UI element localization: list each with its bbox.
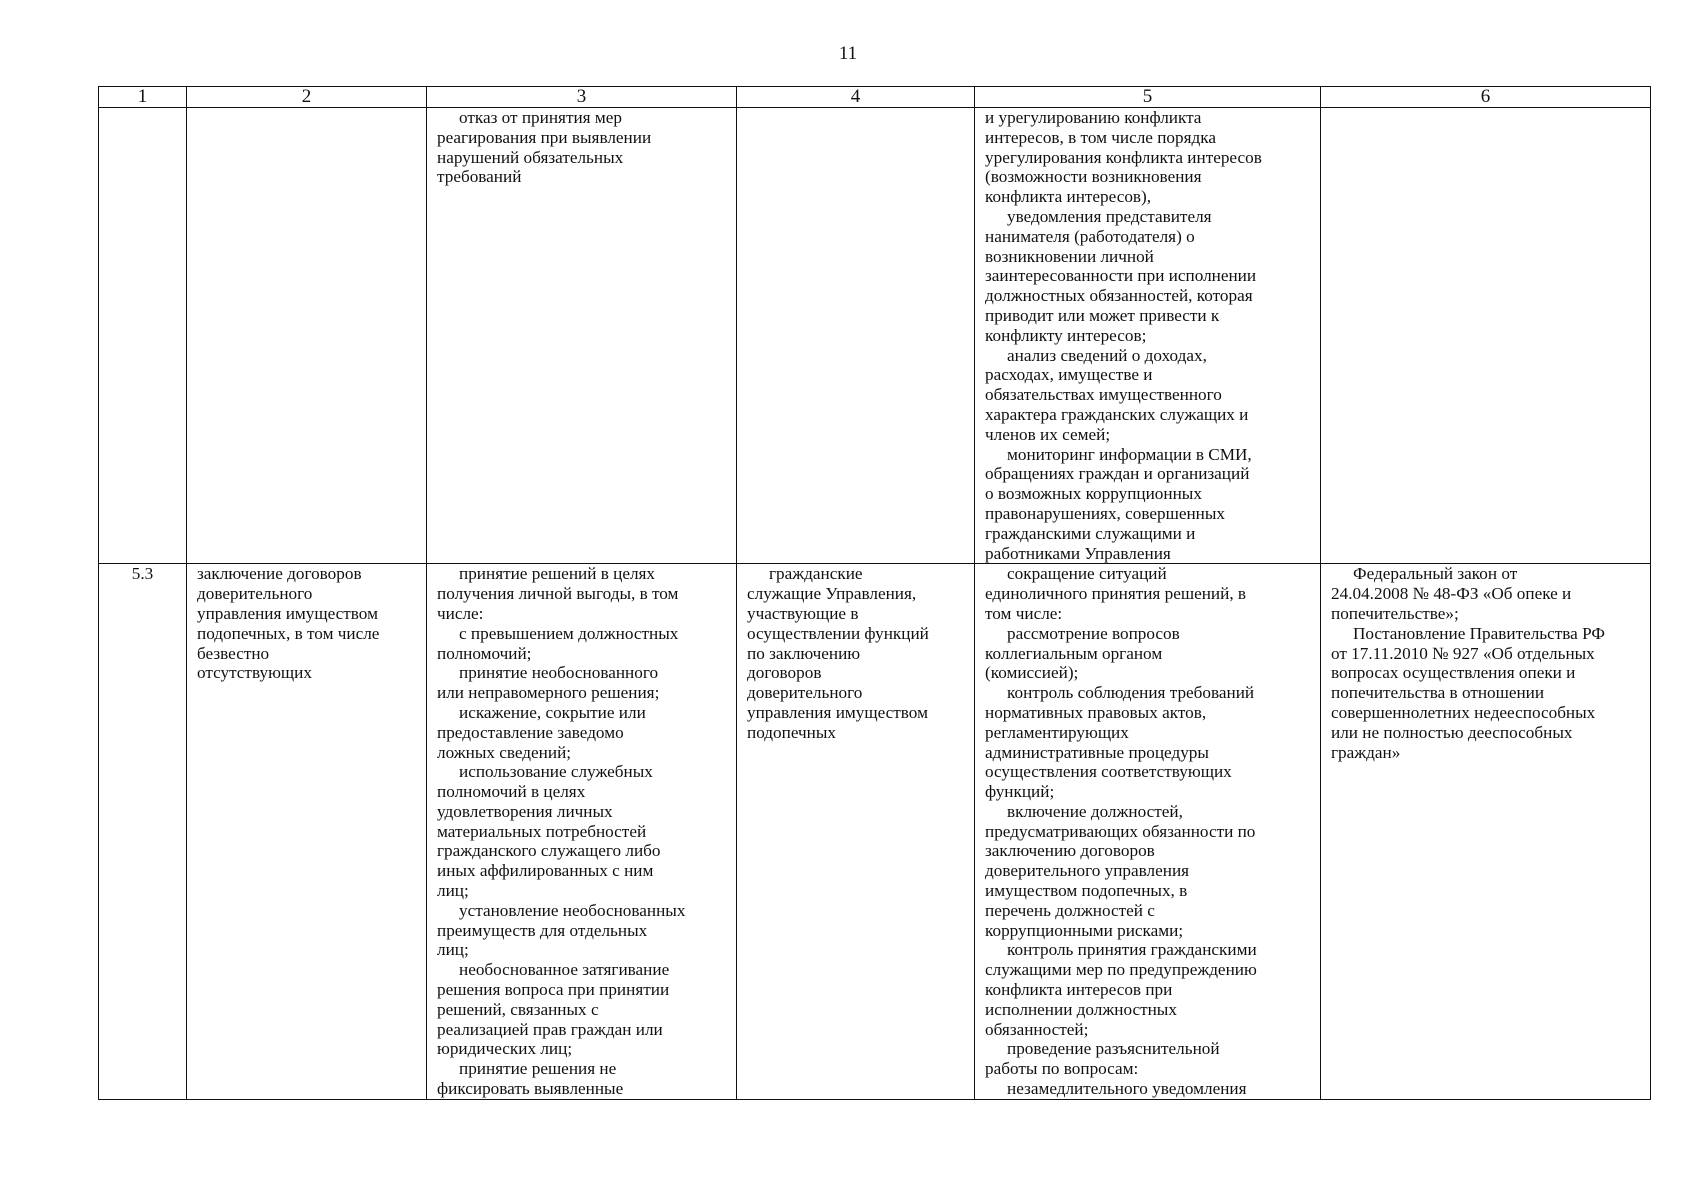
text-line: доверительного <box>197 584 313 604</box>
text-line: расходах, имуществе и <box>985 365 1153 385</box>
text-line: о возможных коррупционных <box>985 484 1202 504</box>
cell-positions <box>737 108 975 564</box>
text-line: вопросах осуществления опеки и <box>1331 663 1576 683</box>
text-line: реализацией прав граждан или <box>437 1019 663 1039</box>
text-line: Федеральный закон от <box>1353 564 1518 584</box>
table-row-continuation <box>99 108 1651 564</box>
text-line: характера гражданских служащих и <box>985 404 1249 424</box>
text-line: числе: <box>437 603 484 623</box>
text-line: (возможности возникновения <box>985 167 1202 187</box>
text-line: договоров <box>747 663 822 683</box>
text-line: по заключению <box>747 643 861 663</box>
cell-risks <box>427 108 737 564</box>
text-line: приводит или может привести к <box>985 305 1220 325</box>
text-line: заключение договоров <box>197 564 362 584</box>
text-line: необоснованное затягивание <box>459 960 670 980</box>
text-line: удовлетворения личных <box>437 801 613 821</box>
column-header-6: 6 <box>1321 87 1651 108</box>
document-table <box>98 86 1651 1100</box>
text-line: проведение разъяснительной <box>1007 1039 1220 1059</box>
text-line: лиц; <box>437 940 469 960</box>
text-line: имуществом подопечных, в <box>985 881 1188 901</box>
text-line: граждан» <box>1331 742 1401 762</box>
text-line: доверительного управления <box>985 861 1190 881</box>
text-line: материальных потребностей <box>437 821 647 841</box>
text-line: контроль соблюдения требований <box>1007 683 1255 703</box>
text-line: доверительного <box>747 683 863 703</box>
text-line: принятие необоснованного <box>459 663 659 683</box>
column-header-3: 3 <box>427 87 737 108</box>
text-line: правонарушениях, совершенных <box>985 503 1226 523</box>
text-line: требований <box>437 167 522 187</box>
text-line: Постановление Правительства РФ <box>1353 623 1605 643</box>
text-line: реагирования при выявлении <box>437 127 652 147</box>
text-line: 24.04.2008 № 48-ФЗ «Об опеке и <box>1331 584 1572 604</box>
text-line: попечительстве»; <box>1331 603 1459 623</box>
text-line: решения вопроса при принятии <box>437 980 670 1000</box>
table-row-5-3 <box>99 564 1651 1100</box>
text-line: уведомления представителя <box>1007 206 1212 226</box>
text-line: том числе: <box>985 603 1063 623</box>
text-line: фиксировать выявленные <box>437 1079 624 1099</box>
cell-measures <box>975 564 1321 1100</box>
text-line: заинтересованности при исполнении <box>985 266 1257 286</box>
text-line: полномочий в целях <box>437 782 586 802</box>
text-line: урегулирования конфликта интересов <box>985 147 1262 167</box>
text-line: (комиссией); <box>985 663 1079 683</box>
cell-activity <box>187 108 427 564</box>
text-line: участвующие в <box>747 603 859 623</box>
cell-positions <box>737 564 975 1100</box>
text-line: попечительства в отношении <box>1331 683 1545 703</box>
text-line: полномочий; <box>437 643 532 663</box>
text-line: подопечных <box>747 722 837 742</box>
text-line: работниками Управления <box>985 543 1171 563</box>
text-line: или неправомерного решения; <box>437 683 660 703</box>
text-line: отсутствующих <box>197 663 312 683</box>
text-line: конфликту интересов; <box>985 325 1147 345</box>
cell-legal-basis <box>1321 564 1651 1100</box>
text-line: гражданские <box>769 564 863 584</box>
text-line: установление необоснованных <box>459 900 686 920</box>
column-header-4: 4 <box>737 87 975 108</box>
cell-number: 5.3 <box>99 564 187 1100</box>
text-line: от 17.11.2010 № 927 «Об отдельных <box>1331 643 1595 663</box>
text-line: безвестно <box>197 643 270 663</box>
text-line: работы по вопросам: <box>985 1059 1139 1079</box>
text-line: принятие решений в целях <box>459 564 656 584</box>
text-line: или не полностью дееспособных <box>1331 722 1573 742</box>
text-line: заключению договоров <box>985 841 1155 861</box>
text-line: административные процедуры <box>985 742 1209 762</box>
text-line: юридических лиц; <box>437 1039 573 1059</box>
text-line: управления имуществом <box>197 603 378 623</box>
text-line: конфликта интересов), <box>985 187 1152 207</box>
text-line: иных аффилированных с ним <box>437 861 654 881</box>
text-line: использование служебных <box>459 762 653 782</box>
cell-legal-basis <box>1321 108 1651 564</box>
page-number: 11 <box>838 43 858 64</box>
text-line: коррупционными рисками; <box>985 920 1184 940</box>
text-line: регламентирующих <box>985 722 1129 742</box>
text-line: перечень должностей с <box>985 900 1155 920</box>
text-line: конфликта интересов при <box>985 980 1173 1000</box>
text-line: контроль принятия гражданскими <box>1007 940 1257 960</box>
text-line: мониторинг информации в СМИ, <box>1007 444 1252 464</box>
text-line: совершеннолетних недееспособных <box>1331 702 1596 722</box>
text-line: нормативных правовых актов, <box>985 702 1207 722</box>
text-line: функций; <box>985 782 1055 802</box>
text-line: гражданского служащего либо <box>437 841 661 861</box>
table-header-row <box>99 87 1651 108</box>
text-line: преимуществ для отдельных <box>437 920 648 940</box>
text-line: сокращение ситуаций <box>1007 564 1167 584</box>
text-line: включение должностей, <box>1007 801 1183 821</box>
text-line: гражданскими служащими и <box>985 523 1196 543</box>
text-line: служащими мер по предупреждению <box>985 960 1257 980</box>
text-line: осуществления соответствующих <box>985 762 1232 782</box>
text-line: обращениях граждан и организаций <box>985 464 1250 484</box>
text-line: единоличного принятия решений, в <box>985 584 1247 604</box>
cell-activity <box>187 564 427 1100</box>
text-line: интересов, в том числе порядка <box>985 127 1216 147</box>
text-line: обязательствах имущественного <box>985 385 1222 405</box>
text-line: предоставление заведомо <box>437 722 624 742</box>
text-line: коллегиальным органом <box>985 643 1163 663</box>
text-line: предусматривающих обязанности по <box>985 821 1256 841</box>
text-line: лиц; <box>437 881 469 901</box>
text-line: нарушений обязательных <box>437 147 624 167</box>
text-line: ложных сведений; <box>437 742 572 762</box>
cell-measures <box>975 108 1321 564</box>
column-header-1: 1 <box>99 87 187 108</box>
text-line: незамедлительного уведомления <box>1007 1079 1247 1099</box>
text-line: отказ от принятия мер <box>459 108 622 127</box>
text-line: анализ сведений о доходах, <box>1007 345 1207 365</box>
text-line: подопечных, в том числе <box>197 623 380 643</box>
text-line: и урегулированию конфликта <box>985 108 1202 127</box>
text-line: осуществлении функций <box>747 623 929 643</box>
text-line: управления имуществом <box>747 702 928 722</box>
column-header-5: 5 <box>975 87 1321 108</box>
text-line: обязанностей; <box>985 1019 1089 1039</box>
cell-risks <box>427 564 737 1100</box>
cell-number <box>99 108 187 564</box>
text-line: членов их семей; <box>985 424 1111 444</box>
text-line: с превышением должностных <box>459 623 679 643</box>
text-line: исполнении должностных <box>985 999 1177 1019</box>
text-line: возникновении личной <box>985 246 1154 266</box>
text-line: принятие решения не <box>459 1059 617 1079</box>
column-header-2: 2 <box>187 87 427 108</box>
text-line: искажение, сокрытие или <box>459 702 646 722</box>
text-line: должностных обязанностей, которая <box>985 286 1253 306</box>
text-line: нанимателя (работодателя) о <box>985 226 1195 246</box>
text-line: служащие Управления, <box>747 584 917 604</box>
text-line: решений, связанных с <box>437 999 599 1019</box>
text-line: рассмотрение вопросов <box>1007 623 1180 643</box>
text-line: получения личной выгоды, в том <box>437 584 679 604</box>
